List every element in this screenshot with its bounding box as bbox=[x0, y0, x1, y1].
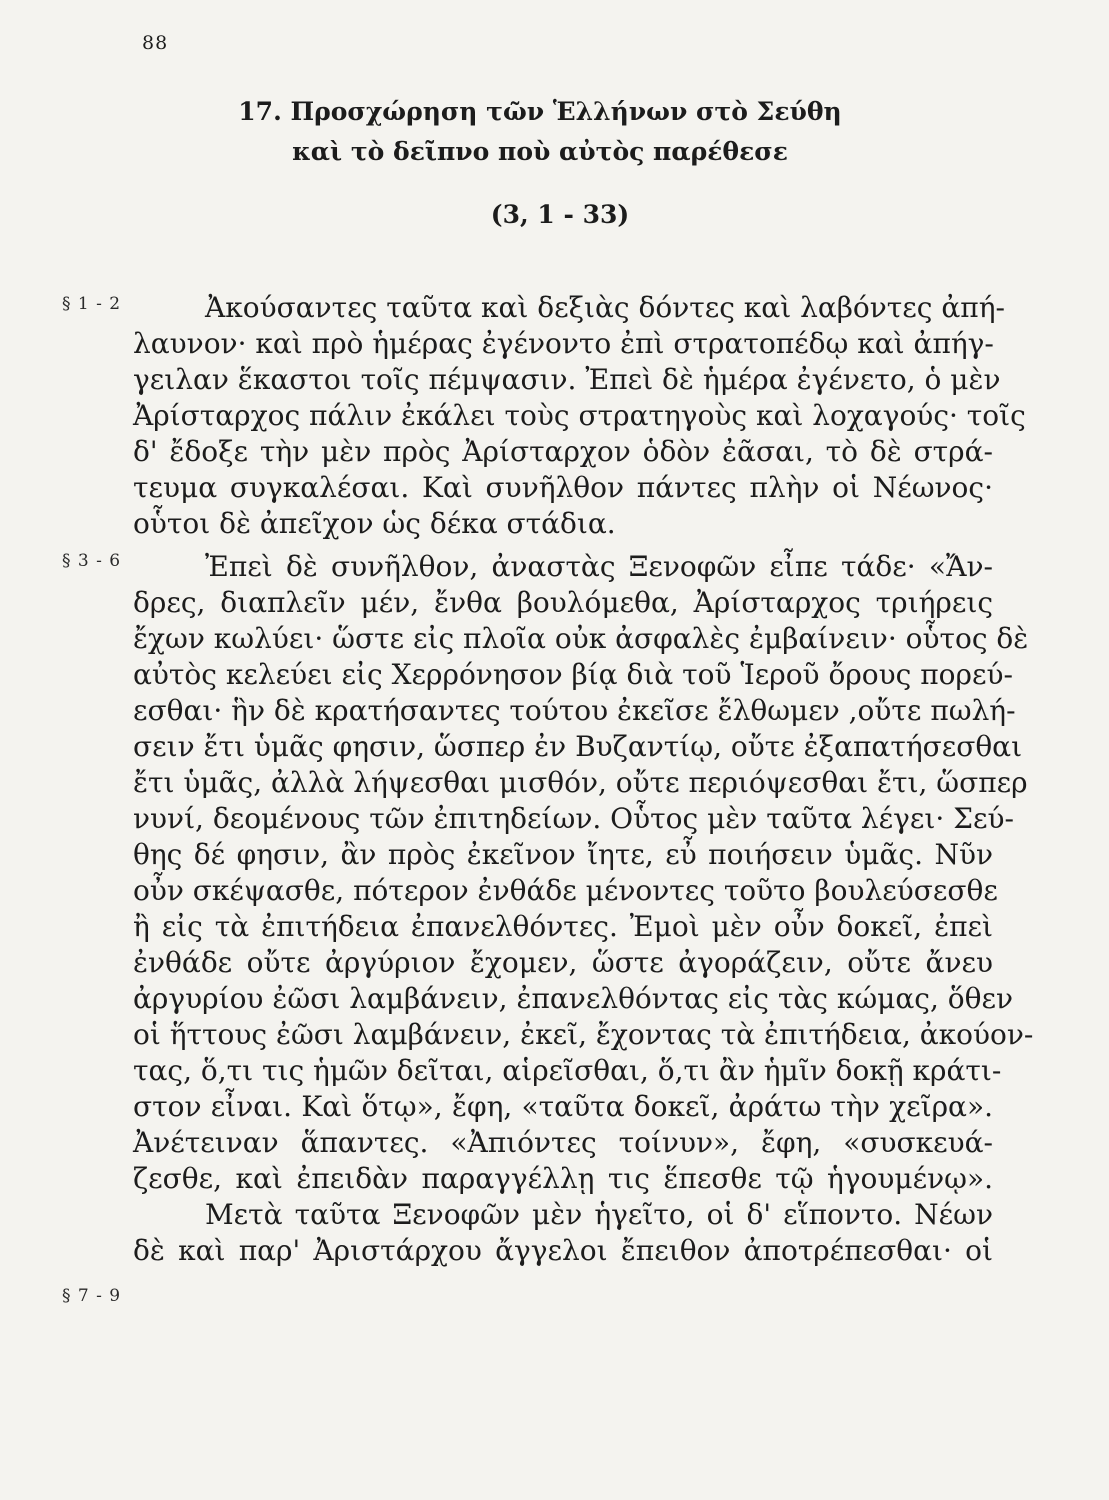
text-line: θης δέ φησιν, ἂν πρὸς ἐκεῖνον ἴητε, εὖ ποιήσειν ὑμᾶς. Νῦν bbox=[133, 838, 993, 871]
chapter-title-line-1: 17. Προσχώρηση τῶν Ἑλλήνων στὸ Σεύθη bbox=[238, 97, 842, 126]
text-line: Ἐπεὶ δὲ συνῆλθον, ἀναστὰς Ξενοφῶν εἶπε τάδε· «Ἄν- bbox=[205, 550, 993, 583]
margin-ref-1-2: § 1 - 2 bbox=[62, 294, 122, 314]
text-line: δρες, διαπλεῖν μέν, ἔνθα βουλόμεθα, Ἀρίσταρχος τριήρεις bbox=[133, 586, 993, 619]
text-line: ἀργυρίου ἐῶσι λαμβάνειν, ἐπανελθόντας εἰς τὰς κώμας, ὅθεν bbox=[133, 982, 1014, 1015]
margin-ref-7-9: § 7 - 9 bbox=[62, 1286, 122, 1306]
text-line: Μετὰ ταῦτα Ξενοφῶν μὲν ἡγεῖτο, οἱ δ' εἵποντο. Νέων bbox=[205, 1198, 993, 1231]
text-line: οὖν σκέψασθε, πότερον ἐνθάδε μένοντες τοῦτο βουλεύσεσθε bbox=[133, 874, 998, 907]
text-line: Ἀνέτειναν ἅπαντες. «Ἀπιόντες τοίνυν», ἔφη, «συσκευά- bbox=[133, 1126, 993, 1159]
text-line: ἔχων κωλύει· ὥστε εἰς πλοῖα οὐκ ἀσφαλὲς ἐμβαίνειν· οὗτος δὲ bbox=[133, 622, 1029, 655]
text-line: γειλαν ἕκαστοι τοῖς πέμψασιν. Ἐπεὶ δὲ ἡμέρα ἐγένετο, ὁ μὲν bbox=[133, 363, 1001, 396]
text-line: τευμα συγκαλέσαι. Καὶ συνῆλθον πάντες πλὴν οἱ Νέωνος· bbox=[133, 471, 993, 504]
text-line: δὲ καὶ παρ' Ἀριστάρχου ἄγγελοι ἔπειθον ἀποτρέπεσθαι· οἱ bbox=[133, 1234, 993, 1267]
text-line: σειν ἔτι ὑμᾶς φησιν, ὥσπερ ἐν Βυζαντίῳ, οὔτε ἐξαπατήσεσθαι bbox=[133, 730, 1023, 763]
text-line: αὐτὸς κελεύει εἰς Χερρόνησον βίᾳ διὰ τοῦ Ἱεροῦ ὄρους πορεύ- bbox=[133, 658, 1013, 691]
text-line: νυνί, δεομένους τῶν ἐπιτηδείων. Οὗτος μὲν ταῦτα λέγει· Σεύ- bbox=[133, 802, 1014, 835]
text-line: Ἀρίσταρχος πάλιν ἐκάλει τοὺς στρατηγοὺς καὶ λοχαγούς· τοῖς bbox=[133, 399, 1026, 432]
text-line: Ἀκούσαντες ταῦτα καὶ δεξιὰς δόντες καὶ λαβόντες ἀπή- bbox=[205, 291, 1005, 324]
text-line: τας, ὅ,τι τις ἡμῶν δεῖται, αἱρεῖσθαι, ὅ,τι ἂν ἡμῖν δοκῇ κράτι- bbox=[133, 1054, 1002, 1087]
text-line: ἐνθάδε οὔτε ἀργύριον ἔχομεν, ὥστε ἀγοράζειν, οὔτε ἄνευ bbox=[133, 946, 993, 979]
text-line: λαυνον· καὶ πρὸ ἡμέρας ἐγένοντο ἐπὶ στρατοπέδῳ καὶ ἀπήγ- bbox=[133, 327, 994, 360]
text-line: εσθαι· ἣν δὲ κρατήσαντες τούτου ἐκεῖσε ἔλθωμεν ,οὔτε πωλή- bbox=[133, 694, 1016, 727]
text-line: δ' ἔδοξε τὴν μὲν πρὸς Ἀρίσταρχον ὁδὸν ἐᾶσαι, τὸ δὲ στρά- bbox=[133, 435, 993, 468]
text-line: ἢ εἰς τὰ ἐπιτήδεια ἐπανελθόντες. Ἐμοὶ μὲν οὖν δοκεῖ, ἐπεὶ bbox=[133, 910, 993, 943]
text-line: ἔτι ὑμᾶς, ἀλλὰ λήψεσθαι μισθόν, οὔτε περιόψεσθαι ἔτι, ὥσπερ bbox=[133, 766, 1028, 799]
chapter-title bbox=[180, 92, 900, 172]
text-line: ζεσθε, καὶ ἐπειδὰν παραγγέλλῃ τις ἕπεσθε τῷ ἡγουμένῳ». bbox=[133, 1162, 993, 1195]
margin-ref-3-6: § 3 - 6 bbox=[62, 551, 122, 571]
chapter-title-line-2: καὶ τὸ δεῖπνο ποὺ αὐτὸς παρέθεσε bbox=[292, 137, 788, 166]
text-line: οἱ ἥττους ἐῶσι λαμβάνειν, ἐκεῖ, ἔχοντας τὰ ἐπιτήδεια, ἀκούον- bbox=[133, 1018, 1034, 1051]
chapter-reference: (3, 1 - 33) bbox=[490, 200, 630, 229]
text-line: οὗτοι δὲ ἀπεῖχον ὡς δέκα στάδια. bbox=[133, 507, 616, 540]
text-line: στον εἶναι. Καὶ ὅτῳ», ἔφη, «ταῦτα δοκεῖ, ἀράτω τὴν χεῖρα». bbox=[133, 1090, 993, 1123]
page-number: 88 bbox=[142, 32, 169, 54]
